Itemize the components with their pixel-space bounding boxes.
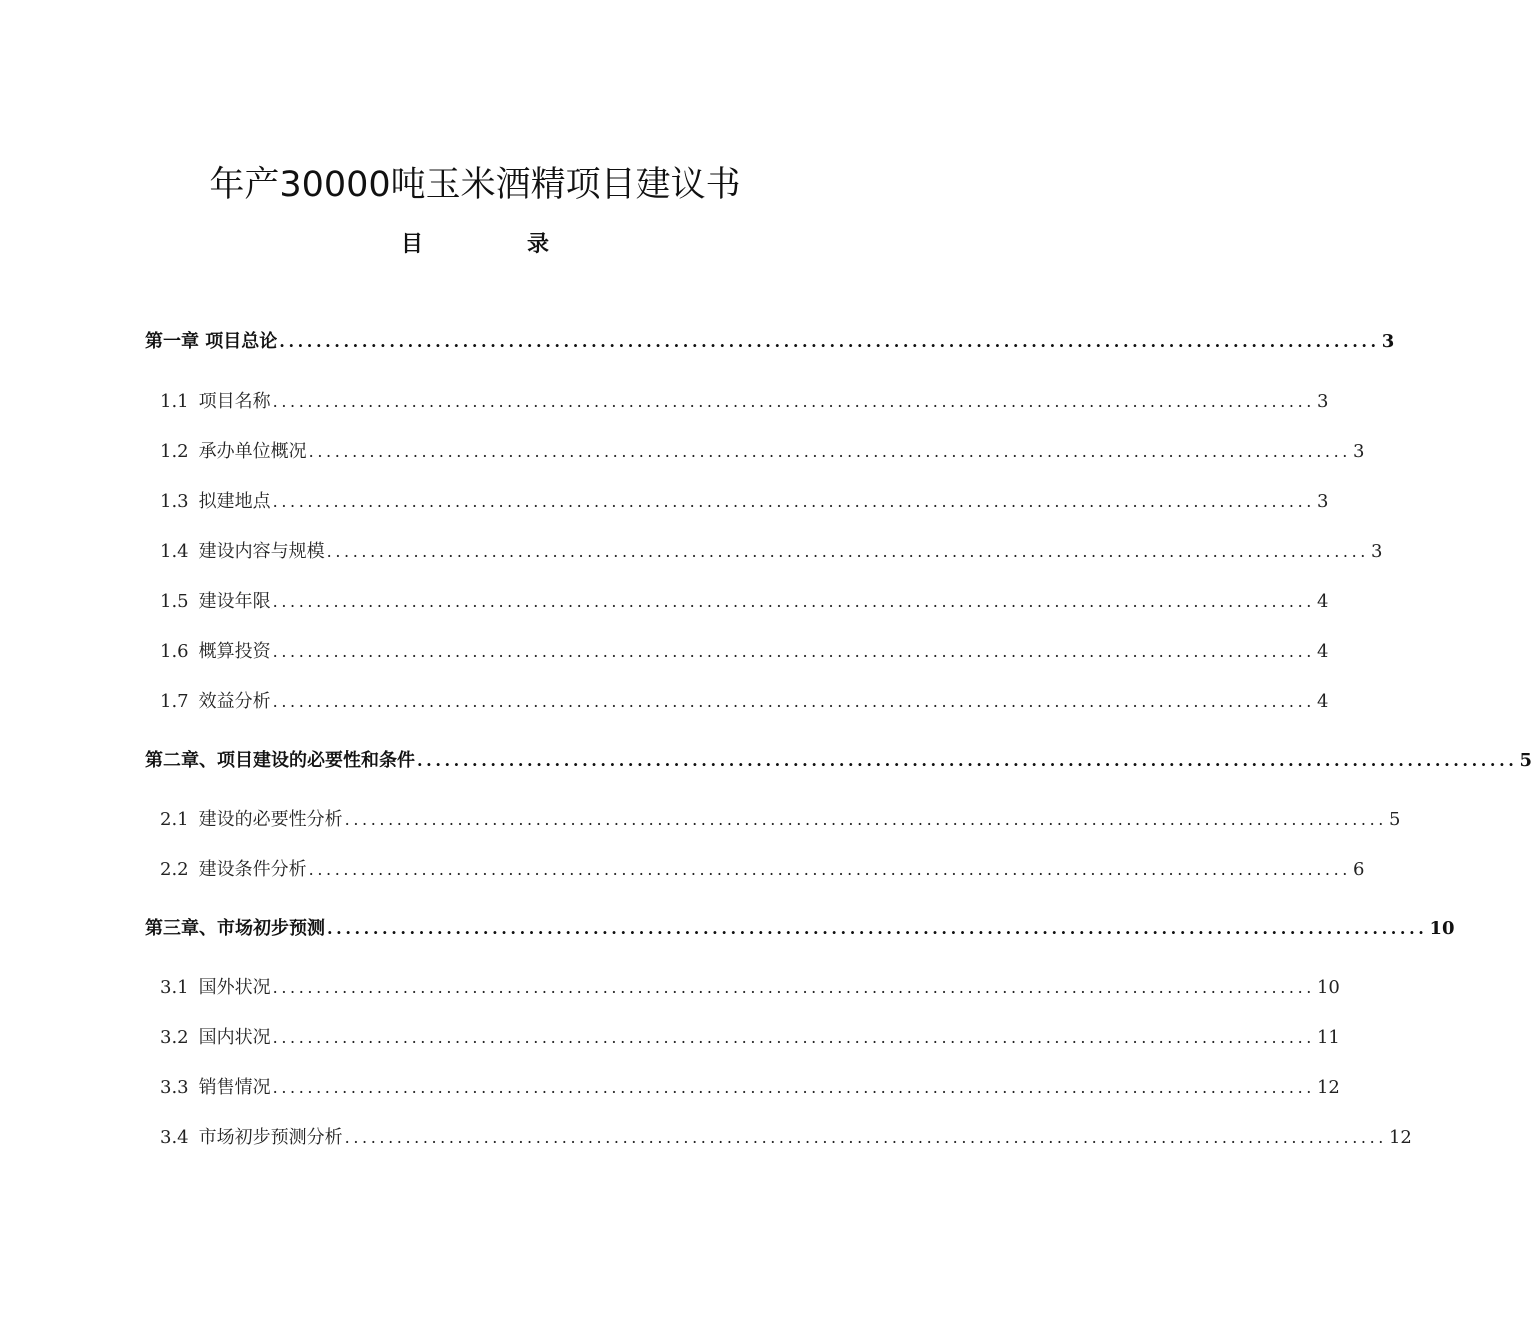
toc-entry-text: 第三章、市场初步预测 (145, 918, 325, 939)
toc-entry-text: 项目名称 (198, 391, 271, 412)
toc-dot-leader: ........................................................................................................................ (327, 919, 1428, 938)
toc-dot-leader: ........................................................................................................................ (279, 332, 1380, 351)
toc-entry-number: 3.2 (160, 1027, 189, 1048)
toc-section-entry[interactable] (160, 582, 1329, 622)
toc-entry-label (160, 682, 271, 722)
toc-section-entry[interactable] (160, 850, 1365, 890)
toc-dot-leader: ........................................................................................................................ (272, 492, 1315, 511)
toc-page-number: 4 (1316, 641, 1329, 662)
toc-dot-leader: ........................................................................................................................ (344, 1128, 1387, 1147)
toc-entry-label (160, 432, 307, 472)
toc-dot-leader: ........................................................................................................................ (308, 442, 1351, 461)
toc-entry-label (145, 741, 415, 781)
toc-heading-char-1: 目 (400, 232, 423, 257)
toc-page-number: 3 (1352, 441, 1365, 462)
toc-section-entry[interactable] (160, 532, 1383, 572)
toc-entry-number: 3.1 (160, 977, 189, 998)
toc-page-number: 5 (1519, 750, 1532, 771)
toc-entry-number: 1.6 (160, 641, 189, 662)
toc-entry-label (160, 800, 343, 840)
toc-entry-text: 建设年限 (198, 591, 271, 612)
toc-dot-leader: ........................................................................................................................ (272, 592, 1315, 611)
toc-entry-number: 1.4 (160, 541, 189, 562)
toc-dot-leader: ........................................................................................................................ (326, 542, 1369, 561)
toc-section-entry[interactable] (160, 482, 1329, 522)
toc-entry-number: 2.2 (160, 859, 189, 880)
toc-entry-number: 2.1 (160, 809, 189, 830)
toc-entry-number: 1.5 (160, 591, 189, 612)
toc-entry-label (160, 1018, 271, 1058)
toc-section-entry[interactable] (160, 800, 1401, 840)
toc-entry-label (160, 632, 271, 672)
toc-page-number: 4 (1316, 591, 1329, 612)
toc-page-number: 11 (1316, 1027, 1340, 1048)
toc-entry-number: 3.3 (160, 1077, 189, 1098)
toc-entry-number: 1.2 (160, 441, 189, 462)
toc-chapter-entry[interactable] (145, 909, 1455, 949)
toc-entry-label (160, 582, 271, 622)
toc-dot-leader: ........................................................................................................................ (272, 978, 1315, 997)
toc-entry-number: 3.4 (160, 1127, 189, 1148)
toc-entry-text: 第一章 项目总论 (145, 331, 278, 352)
toc-page-number: 3 (1316, 491, 1329, 512)
toc-page-number: 6 (1352, 859, 1365, 880)
toc-page-number: 10 (1429, 918, 1455, 939)
document-title: 年产30000吨玉米酒精项目建议书 (209, 165, 741, 206)
toc-entry-text: 销售情况 (198, 1077, 271, 1098)
toc-entry-label (160, 850, 307, 890)
toc-page-number: 12 (1316, 1077, 1340, 1098)
toc-dot-leader: ........................................................................................................................ (272, 692, 1315, 711)
toc-entry-text: 第二章、项目建设的必要性和条件 (145, 750, 415, 771)
toc-entry-number: 1.3 (160, 491, 189, 512)
toc-page-number: 10 (1316, 977, 1340, 998)
toc-entry-text: 概算投资 (198, 641, 271, 662)
toc-section-entry[interactable] (160, 382, 1329, 422)
toc-heading-char-2: 录 (527, 232, 550, 257)
toc-section-entry[interactable] (160, 632, 1329, 672)
toc-chapter-entry[interactable] (145, 322, 1395, 362)
toc-page-number: 5 (1388, 809, 1401, 830)
toc-section-entry[interactable] (160, 1118, 1412, 1158)
toc-entry-label (160, 968, 271, 1008)
toc-dot-leader: ........................................................................................................................ (272, 1028, 1315, 1047)
toc-entry-text: 建设的必要性分析 (198, 809, 343, 830)
toc-section-entry[interactable] (160, 432, 1365, 472)
toc-section-entry[interactable] (160, 968, 1340, 1008)
toc-heading (0, 228, 950, 262)
toc-entry-text: 承办单位概况 (198, 441, 307, 462)
toc-dot-leader: ........................................................................................................................ (272, 1078, 1315, 1097)
toc-entry-text: 国外状况 (198, 977, 271, 998)
toc-entry-text: 拟建地点 (198, 491, 271, 512)
toc-entry-label (145, 909, 325, 949)
toc-page-number: 3 (1381, 331, 1395, 352)
toc-entry-text: 效益分析 (198, 691, 271, 712)
toc-entry-number: 1.1 (160, 391, 189, 412)
toc-entry-label (160, 482, 271, 522)
toc-entry-text: 建设内容与规模 (198, 541, 325, 562)
toc-entry-number: 1.7 (160, 691, 189, 712)
toc-section-entry[interactable] (160, 682, 1329, 722)
toc-dot-leader: ........................................................................................................................ (272, 392, 1315, 411)
toc-dot-leader: ........................................................................................................................ (272, 642, 1315, 661)
toc-dot-leader: ........................................................................................................................ (417, 751, 1518, 770)
toc-entry-label (160, 382, 271, 422)
toc-page-number: 3 (1316, 391, 1329, 412)
toc-entry-label (160, 1068, 271, 1108)
toc-dot-leader: ........................................................................................................................ (344, 810, 1387, 829)
toc-entry-text: 建设条件分析 (198, 859, 307, 880)
toc-entry-label (160, 1118, 343, 1158)
toc-section-entry[interactable] (160, 1068, 1340, 1108)
toc-entry-text: 国内状况 (198, 1027, 271, 1048)
toc-page-number: 4 (1316, 691, 1329, 712)
toc-page-number: 12 (1388, 1127, 1412, 1148)
toc-section-entry[interactable] (160, 1018, 1340, 1058)
toc-chapter-entry[interactable] (145, 741, 1532, 781)
toc-entry-text: 市场初步预测分析 (198, 1127, 343, 1148)
toc-entry-label (145, 322, 277, 362)
toc-page-number: 3 (1370, 541, 1383, 562)
toc-dot-leader: ........................................................................................................................ (308, 860, 1351, 879)
toc-entry-label (160, 532, 325, 572)
